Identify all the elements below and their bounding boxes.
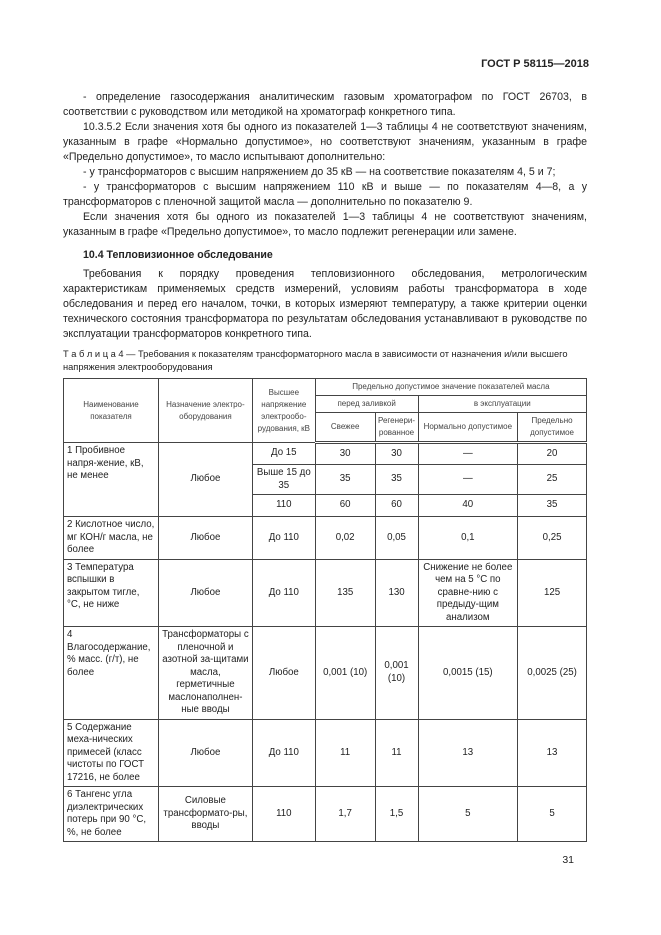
table-row	[64, 627, 587, 720]
table-cell: 35	[315, 465, 375, 495]
col-header: Нормально допустимое	[418, 413, 518, 443]
table-cell: До 110	[252, 719, 315, 787]
table-cell: 5 Содержание меха-нических примесей (класс чистоты по ГОСТ 17216, не более	[64, 719, 159, 787]
table-cell: 130	[375, 559, 418, 627]
col-header: в эксплуатации	[418, 396, 586, 413]
table-cell: 3 Температура вспышки в закрытом тигле, °С, не ниже	[64, 559, 159, 627]
table-cell: До 110	[252, 517, 315, 560]
table-cell: 11	[315, 719, 375, 787]
table-cell: Выше 15 до 35	[252, 465, 315, 495]
table-cell: 110	[252, 787, 315, 842]
table-cell: 40	[418, 495, 518, 517]
table-cell: 30	[315, 443, 375, 465]
paragraph: - у трансформаторов с высшим напряжением до 35 кВ — на соответствие показателям 4, 5 и 7;	[83, 166, 556, 178]
paragraph: - у трансформаторов с высшим напряжением 110 кВ и выше — по показателям 4—8, а у трансформаторов с пленочной защитой масла — дополнительно по показателю 9.	[63, 181, 587, 208]
table-cell: До 15	[252, 443, 315, 465]
table-cell: 60	[315, 495, 375, 517]
standard-header: ГОСТ Р 58115—2018	[481, 58, 589, 70]
table-cell: Силовые трансформато-ры, вводы	[158, 787, 252, 842]
table-cell: 5	[418, 787, 518, 842]
table-cell: 60	[375, 495, 418, 517]
table-cell: 11	[375, 719, 418, 787]
table-cell: 0,05	[375, 517, 418, 560]
table-cell: Любое	[252, 627, 315, 720]
table-cell: Снижение не более чем на 5 °С по сравне-нию с предыду-щим анализом	[418, 559, 518, 627]
table-cell: До 110	[252, 559, 315, 627]
table-cell: 135	[315, 559, 375, 627]
table-cell: Любое	[158, 559, 252, 627]
table-cell: 30	[375, 443, 418, 465]
col-header: Предельно допустимое	[518, 413, 587, 443]
table-caption: Т а б л и ц а 4 — Требования к показателям трансформаторного масла в зависимости от назначения и/или высшего напряжения электрооборудования	[63, 349, 568, 372]
table-cell: 1,7	[315, 787, 375, 842]
table-cell: —	[418, 443, 518, 465]
table-cell: 110	[252, 495, 315, 517]
col-header: Предельно допустимое значение показателей масла	[315, 379, 586, 396]
table-cell: 0,0015 (15)	[418, 627, 518, 720]
table-cell: 13	[518, 719, 587, 787]
table-cell: 0,25	[518, 517, 587, 560]
table-row	[64, 443, 587, 465]
col-header: Регенери-рованное	[375, 413, 418, 443]
table-row	[64, 517, 587, 560]
table-cell: Любое	[158, 719, 252, 787]
col-header: Назначение электро-оборудования	[158, 379, 252, 443]
table-cell: 25	[518, 465, 587, 495]
requirements-table	[63, 378, 587, 842]
table-row	[64, 559, 587, 627]
col-header: Наименование показателя	[64, 379, 159, 443]
table-cell: —	[418, 465, 518, 495]
table-cell: 5	[518, 787, 587, 842]
table-cell: 2 Кислотное число, мг КОН/г масла, не более	[64, 517, 159, 560]
page-content	[63, 0, 587, 896]
table-cell: 125	[518, 559, 587, 627]
table-cell: 1 Пробивное напря-жение, кВ, не менее	[64, 443, 159, 517]
col-header: Высшее напряжение электрообо-рудования, кВ	[252, 379, 315, 443]
paragraph: Требования к порядку проведения тепловизионного обследования, метрологическим характеристикам применяемых средств измерений, условиям работы трансформатора в ходе обследования и перед его началом, точки, в которых измеряют температуру, а также критерии оценки технического состояния трансформатора по результатам обследования устанавливают в руководстве по эксплуатации трансформаторов конкретного типа.	[63, 268, 587, 340]
table-row	[64, 719, 587, 787]
table-cell: Любое	[158, 517, 252, 560]
paragraph: Если значения хотя бы одного из показателей 1—3 таблицы 4 не соответствуют значениям, указанным в графе «Предельно допустимое», то масло подлежит регенерации или замене.	[63, 211, 587, 238]
table-cell: 4 Влагосодержание, % масс. (г/т), не более	[64, 627, 159, 720]
col-header: Свежее	[315, 413, 375, 443]
section-10-4	[63, 248, 587, 342]
table-cell: 0,0025 (25)	[518, 627, 587, 720]
body-text	[63, 90, 587, 240]
table-cell: 13	[418, 719, 518, 787]
table-row	[64, 787, 587, 842]
table-cell: 20	[518, 443, 587, 465]
paragraph: - определение газосодержания аналитическим газовым хроматографом по ГОСТ 26703, в соответствии с руководством или методикой на хроматограф конкретного типа.	[63, 91, 587, 118]
paragraph: 10.3.5.2 Если значения хотя бы одного из показателей 1—3 таблицы 4 не соответствуют значениям, указанным в графе «Нормально допустимое», но соответствуют значениям, указанным в графе «Предельно допустимое», то масло испытывают дополнительно:	[63, 121, 587, 163]
table-cell: 0,1	[418, 517, 518, 560]
table-cell: Трансформаторы с пленочной и азотной за-щитами масла, герметичные маслонаполнен-ные вводы	[158, 627, 252, 720]
table-cell: 0,001 (10)	[375, 627, 418, 720]
table-cell: 1,5	[375, 787, 418, 842]
table-cell: 6 Тангенс угла диэлектрических потерь при 90 °С, %, не более	[64, 787, 159, 842]
table-cell: 35	[375, 465, 418, 495]
table-cell: Любое	[158, 443, 252, 517]
page-number: 31	[562, 854, 574, 866]
col-header: перед заливкой	[315, 396, 418, 413]
section-title: 10.4 Тепловизионное обследование	[83, 249, 273, 261]
table-cell: 35	[518, 495, 587, 517]
table-cell: 0,001 (10)	[315, 627, 375, 720]
table-cell: 0,02	[315, 517, 375, 560]
